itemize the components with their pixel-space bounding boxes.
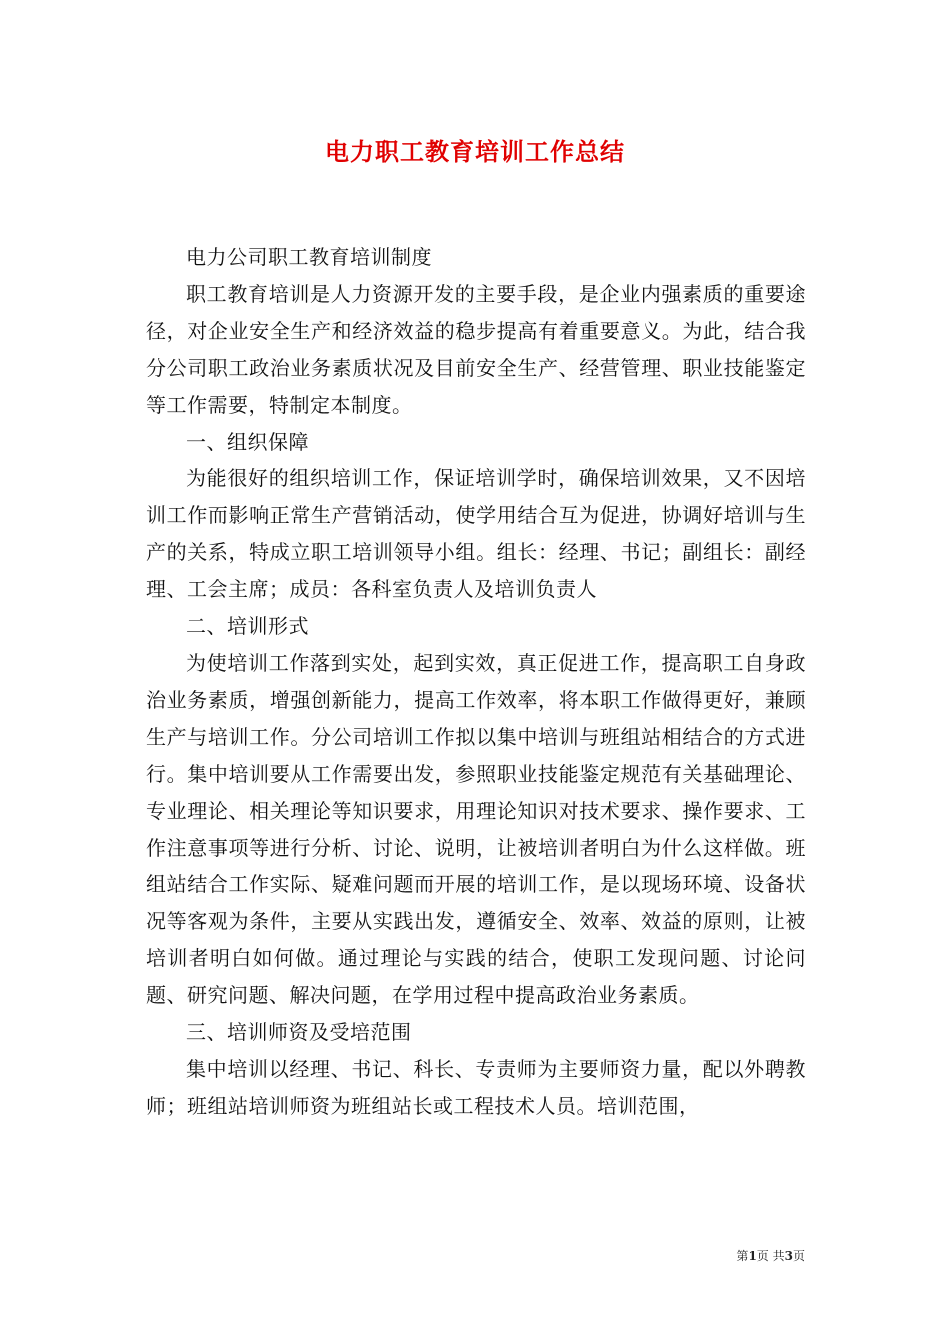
paragraph-organization: 为能很好的组织培训工作，保证培训学时，确保培训效果，又不因培训工作而影响正常生产营销活动，使学用结合互为促进，协调好培训与生产的关系，特成立职工培训领导小组。组长：经理、书记；副组长：副经理、工会主席；成员：各科室负责人及培训负责人: [146, 466, 806, 602]
page-footer: [736, 1247, 805, 1264]
paragraph-training-form: 为使培训工作落到实处，起到实效，真正促进工作，提高职工自身政治业务素质，增强创新能力，提高工作效率，将本职工作做得更好，兼顾生产与培训工作。分公司培训工作拟以集中培训与班组站相结合的方式进行。集中培训要从工作需要出发，参照职业技能鉴定规范有关基础理论、专业理论、相关理论等知识要求，用理论知识对技术要求、操作要求、工作注意事项等进行分析、讨论、说明，让被培训者明白为什么这样做。班组站结合工作实际、疑难问题而开展的培训工作，是以现场环境、设备状况等客观为条件，主要从实践出发，遵循安全、效率、效益的原则，让被培训者明白如何做。通过理论与实践的结合，使职工发现问题、讨论问题、研究问题、解决问题，在学用过程中提高政治业务素质。: [146, 650, 806, 1008]
footer-suffix: 页: [792, 1249, 805, 1263]
document-body: [146, 239, 806, 1125]
paragraph-intro: 职工教育培训是人力资源开发的主要手段，是企业内强素质的重要途径，对企业安全生产和经济效益的稳步提高有着重要意义。为此，结合我分公司职工政治业务素质状况及目前安全生产、经营管理、职业技能鉴定等工作需要，特制定本制度。: [146, 281, 806, 417]
footer-middle: 页 共: [756, 1249, 785, 1263]
paragraph-teachers-scope: 集中培训以经理、书记、科长、专责师为主要师资力量，配以外聘教师；班组站培训师资为班组站长或工程技术人员。培训范围，: [146, 1056, 806, 1118]
section-heading-training-form: 二、培训形式: [186, 614, 309, 639]
section-heading-organization: 一、组织保障: [186, 429, 309, 454]
footer-prefix: 第: [736, 1249, 749, 1263]
document-title: 电力职工教育培训工作总结: [325, 137, 625, 166]
section-heading-teachers-scope: 三、培训师资及受培范围: [186, 1020, 412, 1045]
footer-page-number: 1: [748, 1249, 757, 1263]
document-subtitle: 电力公司职工教育培训制度: [186, 245, 432, 269]
footer-total-pages: 3: [784, 1249, 793, 1263]
